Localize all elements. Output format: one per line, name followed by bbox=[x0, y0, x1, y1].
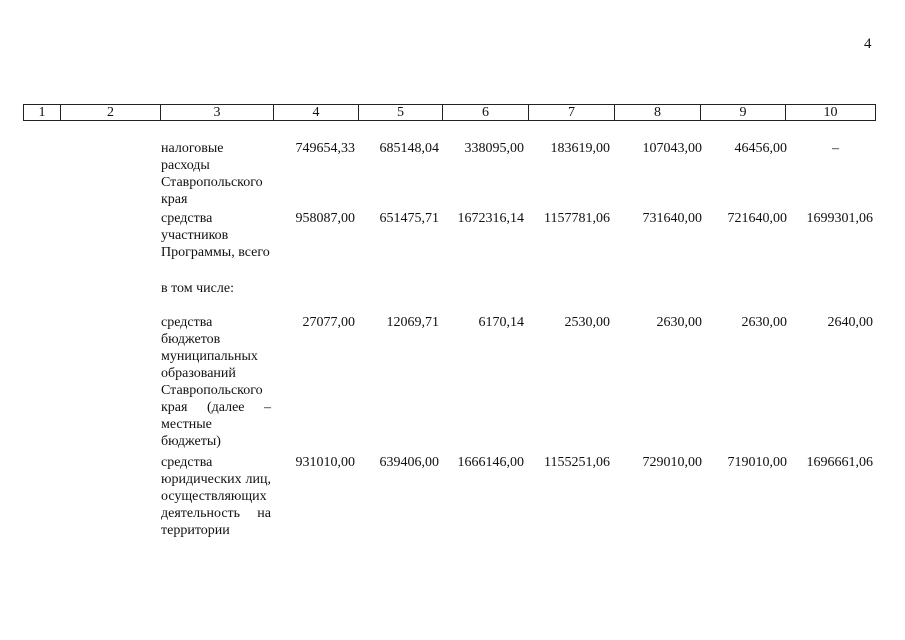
header-cell-6: 6 bbox=[443, 105, 529, 120]
value-col-4: 958087,00 bbox=[295, 211, 355, 226]
value-col-4: 749654,33 bbox=[295, 141, 355, 156]
value-col-5: 651475,71 bbox=[379, 211, 439, 226]
value-col-7: 1157781,06 bbox=[544, 211, 610, 226]
value-col-8: 107043,00 bbox=[642, 141, 702, 156]
value-col-8: 729010,00 bbox=[642, 455, 702, 470]
value-col-10: 1699301,06 bbox=[806, 211, 873, 226]
value-col-8: 2630,00 bbox=[656, 315, 702, 330]
value-col-8: 731640,00 bbox=[642, 211, 702, 226]
row-description: в том числе: bbox=[161, 281, 234, 296]
header-cell-5: 5 bbox=[359, 105, 443, 120]
value-col-7: 2530,00 bbox=[564, 315, 610, 330]
header-cell-8: 8 bbox=[615, 105, 701, 120]
header-cell-3: 3 bbox=[161, 105, 274, 120]
value-col-9: 2630,00 bbox=[741, 315, 787, 330]
row-description: средства участников Программы, всего bbox=[161, 211, 270, 260]
value-col-9: 46456,00 bbox=[734, 141, 787, 156]
header-cell-4: 4 bbox=[274, 105, 359, 120]
row-description: средства бюджетов муниципальных образований Ставропольского края (далее – местные бюджеты) bbox=[161, 315, 271, 449]
value-col-9: 721640,00 bbox=[727, 211, 787, 226]
value-col-6: 338095,00 bbox=[464, 141, 524, 156]
value-col-10: 2640,00 bbox=[827, 315, 873, 330]
header-cell-7: 7 bbox=[529, 105, 615, 120]
value-col-6: 1672316,14 bbox=[457, 211, 524, 226]
value-col-10: 1696661,06 bbox=[806, 455, 873, 470]
header-cell-1: 1 bbox=[24, 105, 61, 120]
header-cell-9: 9 bbox=[701, 105, 786, 120]
value-col-10: – bbox=[832, 141, 839, 156]
value-col-6: 1666146,00 bbox=[457, 455, 524, 470]
value-col-7: 1155251,06 bbox=[544, 455, 610, 470]
value-col-4: 931010,00 bbox=[295, 455, 355, 470]
value-col-5: 685148,04 bbox=[379, 141, 439, 156]
header-cell-10: 10 bbox=[823, 105, 838, 120]
header-cell-2: 2 bbox=[61, 105, 161, 120]
column-number-header bbox=[23, 104, 876, 121]
value-col-9: 719010,00 bbox=[727, 455, 787, 470]
value-col-5: 12069,71 bbox=[386, 315, 439, 330]
row-description: средства юридических лиц, осуществляющих деятельность на территории bbox=[161, 455, 271, 538]
value-col-4: 27077,00 bbox=[302, 315, 355, 330]
row-description: налоговые расходы Ставропольского края bbox=[161, 141, 263, 207]
value-col-5: 639406,00 bbox=[379, 455, 439, 470]
value-col-7: 183619,00 bbox=[550, 141, 610, 156]
value-col-6: 6170,14 bbox=[478, 315, 524, 330]
page-number: 4 bbox=[864, 36, 872, 52]
